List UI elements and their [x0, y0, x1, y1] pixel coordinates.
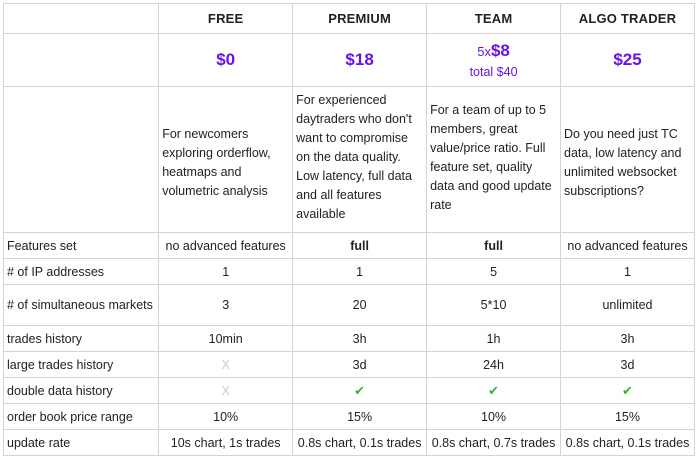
feature-label: Features set — [4, 233, 159, 259]
price-algo-trader — [561, 34, 695, 87]
corner-cell — [4, 4, 159, 34]
feature-value: 10% — [427, 404, 561, 430]
feature-label: update rate — [4, 430, 159, 456]
price-value: $0 — [216, 50, 236, 69]
feature-value: 20 — [293, 285, 427, 326]
price-prefix: 5x — [477, 44, 491, 59]
feature-value: 3 — [159, 285, 293, 326]
feature-value: 1 — [159, 259, 293, 285]
feature-row — [4, 430, 695, 456]
price-free — [159, 34, 293, 87]
price-total: total $40 — [469, 65, 518, 79]
checkmark-icon: ✔ — [488, 382, 499, 398]
feature-value — [427, 378, 561, 404]
feature-value: 1h — [427, 326, 561, 352]
feature-label: # of IP addresses — [4, 259, 159, 285]
plan-name-team: TEAM — [427, 4, 561, 34]
feature-value: 5 — [427, 259, 561, 285]
description-premium: For experienced daytraders who don't want to compromise on the data quality. Low latency, full data and all features available — [293, 87, 427, 233]
feature-row — [4, 285, 695, 326]
feature-value — [561, 378, 695, 404]
feature-value: no advanced features — [159, 233, 293, 259]
plan-name-free: FREE — [159, 4, 293, 34]
price-value: $8 — [490, 41, 510, 60]
price-value: $25 — [613, 50, 642, 69]
feature-value: no advanced features — [561, 233, 695, 259]
description-free: For newcomers exploring orderflow, heatmaps and volumetric analysis — [159, 87, 293, 233]
cross-icon: X — [221, 383, 230, 398]
description-team: For a team of up to 5 members, great value/price ratio. Full feature set, quality data and good update rate — [427, 87, 561, 233]
description-row — [4, 87, 695, 233]
feature-value — [293, 378, 427, 404]
cross-icon — [159, 352, 293, 378]
pricing-table — [3, 3, 695, 456]
feature-value: full — [293, 233, 427, 259]
feature-row — [4, 326, 695, 352]
feature-value — [159, 378, 293, 404]
checkmark-icon: ✔ — [354, 382, 366, 398]
description-algo-trader: Do you need just TC data, low latency and unlimited websocket subscriptions? — [561, 87, 695, 233]
feature-label: large trades history — [4, 352, 159, 378]
feature-value: 0.8s chart, 0.7s trades — [427, 430, 561, 456]
feature-value: full — [427, 233, 561, 259]
feature-value: 0.8s chart, 0.1s trades — [561, 430, 695, 456]
feature-row — [4, 259, 695, 285]
feature-value: 3h — [561, 326, 695, 352]
feature-value: 1 — [293, 259, 427, 285]
price-premium — [293, 34, 427, 87]
feature-label: trades history — [4, 326, 159, 352]
price-team — [427, 34, 561, 87]
price-row — [4, 34, 695, 87]
feature-label: order book price range — [4, 404, 159, 430]
feature-row — [4, 378, 695, 404]
plan-name-premium: PREMIUM — [293, 4, 427, 34]
feature-value: 3d — [561, 352, 695, 378]
feature-value: 3d — [293, 352, 427, 378]
feature-value: 5*10 — [427, 285, 561, 326]
feature-value: unlimited — [561, 285, 695, 326]
feature-value: 10% — [159, 404, 293, 430]
feature-value: 10min — [159, 326, 293, 352]
feature-label: # of simultaneous markets — [4, 285, 159, 326]
feature-label: double data history — [4, 378, 159, 404]
feature-value: 15% — [293, 404, 427, 430]
plan-header-row — [4, 4, 695, 34]
feature-value: 15% — [561, 404, 695, 430]
checkmark-icon: ✔ — [622, 382, 633, 398]
feature-value: 24h — [427, 352, 561, 378]
feature-row — [4, 404, 695, 430]
feature-row — [4, 352, 695, 378]
feature-row — [4, 233, 695, 259]
feature-value: 1 — [561, 259, 695, 285]
cross-icon: X — [221, 357, 230, 372]
plan-name-algo-trader: ALGO TRADER — [561, 4, 695, 34]
price-value: $18 — [345, 50, 374, 69]
feature-value: 10s chart, 1s trades — [159, 430, 293, 456]
price-row-label — [4, 34, 159, 87]
feature-value: 3h — [293, 326, 427, 352]
feature-value: 0.8s chart, 0.1s trades — [293, 430, 427, 456]
description-row-label — [4, 87, 159, 233]
